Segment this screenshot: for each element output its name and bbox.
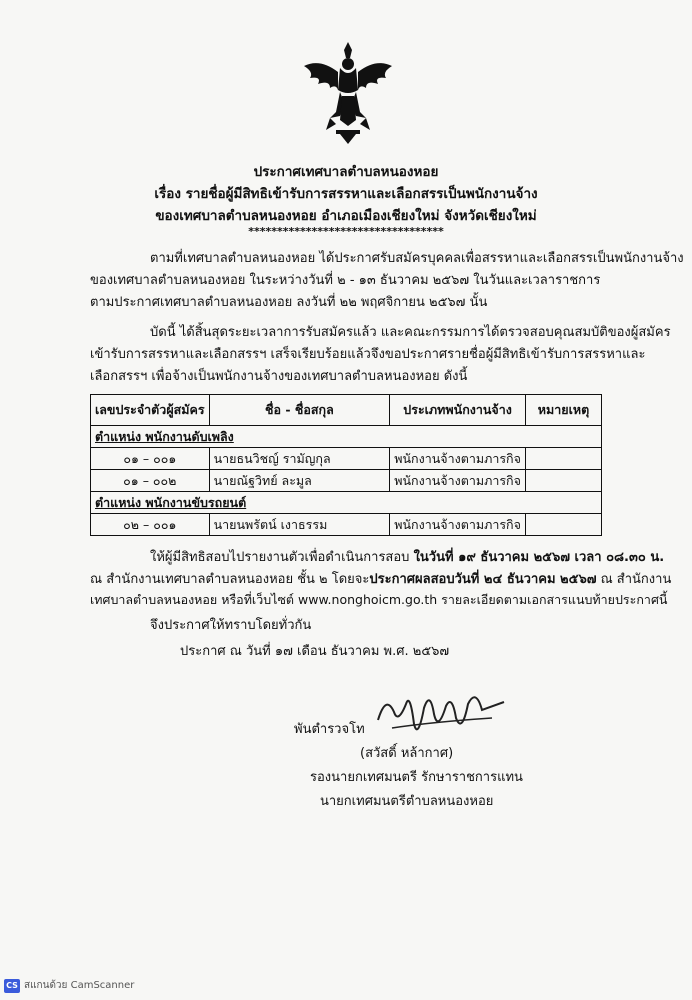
- paragraph3-line1: [150, 546, 664, 567]
- applicant-name: นายธนวิชญ์ รามัญกุล: [209, 448, 390, 470]
- remark: [525, 470, 601, 492]
- table-header-row: [91, 395, 602, 426]
- position-title: ตำแหน่ง พนักงานดับเพลิง: [91, 426, 602, 448]
- paragraph1-line2: ของเทศบาลตำบลหนองหอย ในระหว่างวันที่ ๒ - ๑๓ ธันวาคม ๒๕๖๗ ในวันและเวลาราชการ: [90, 273, 601, 288]
- paragraph3-line2-normal-b: ณ สำนักงาน: [596, 572, 672, 587]
- paragraph2-line3: เลือกสรรฯ เพื่อจ้างเป็นพนักงานจ้างของเทศบาลตำบลหนองหอย ดังนี้: [90, 369, 468, 384]
- handwritten-signature: [372, 684, 512, 746]
- employment-type: พนักงานจ้างตามภารกิจ: [390, 514, 526, 536]
- header-organization: ของเทศบาลตำบลหนองหอย อำเภอเมืองเชียงใหม่ จังหวัดเชียงใหม่: [155, 208, 537, 224]
- signer-title-line2: นายกเทศมนตรีตำบลหนองหอย: [320, 794, 494, 809]
- signer-name: (สวัสดิ์ หล้ากาศ): [360, 746, 454, 761]
- table-row: [91, 470, 602, 492]
- col-header-type: ประเภทพนักงานจ้าง: [390, 395, 526, 426]
- applicant-id: ๐๑ – ๐๐๑: [91, 448, 210, 470]
- announcement-date: ประกาศ ณ วันที่ ๑๗ เดือน ธันวาคม พ.ศ. ๒๕๖๗: [180, 644, 450, 659]
- remark: [525, 514, 601, 536]
- position-title: ตำแหน่ง พนักงานขับรถยนต์: [91, 492, 602, 514]
- scanner-footer: [4, 978, 134, 993]
- header-stars-divider: **********************************: [248, 225, 444, 238]
- paragraph3-line2-bold: ประกาศผลสอบวันที่ ๒๔ ธันวาคม ๒๕๖๗: [369, 572, 597, 587]
- col-header-name: ชื่อ - ชื่อสกุล: [209, 395, 390, 426]
- paragraph1-line1: ตามที่เทศบาลตำบลหนองหอย ได้ประกาศรับสมัครบุคคลเพื่อสรรหาและเลือกสรรเป็นพนักงานจ้าง: [150, 251, 684, 266]
- applicant-name: นายนพรัตน์ เงาธรรม: [209, 514, 390, 536]
- applicant-id: ๐๑ – ๐๐๒: [91, 470, 210, 492]
- signer-rank: พันตำรวจโท: [294, 722, 365, 737]
- table-row: [91, 448, 602, 470]
- scanner-text: สแกนด้วย CamScanner: [24, 980, 135, 991]
- applicant-table: [90, 394, 602, 536]
- employment-type: พนักงานจ้างตามภารกิจ: [390, 470, 526, 492]
- header-title: ประกาศเทศบาลตำบลหนองหอย: [253, 164, 439, 180]
- paragraph2-line1: บัดนี้ ได้สิ้นสุดระยะเวลาการรับสมัครแล้ว และคณะกรรมการได้ตรวจสอบคุณสมบัติของผู้สมัคร: [150, 325, 671, 340]
- col-header-note: หมายเหตุ: [525, 395, 601, 426]
- paragraph3-line3: เทศบาลตำบลหนองหอย หรือที่เว็บไซต์ www.nonghoicm.go.th รายละเอียดตามเอกสารแนบท้ายประกาศนี้: [90, 592, 668, 607]
- paragraph3-line2: [90, 568, 671, 589]
- camscanner-logo-icon: CS: [4, 979, 20, 993]
- paragraph3-line1-bold: ในวันที่ ๑๙ ธันวาคม ๒๕๖๗ เวลา ๐๘.๓๐ น.: [413, 550, 665, 565]
- paragraph2-line2: เข้ารับการสรรหาและเลือกสรรฯ เสร็จเรียบร้อยแล้วจึงขอประกาศรายชื่อผู้มีสิทธิเข้ารับการสรรหาและ: [90, 347, 646, 362]
- closing-text: จึงประกาศให้ทราบโดยทั่วกัน: [150, 618, 312, 633]
- header-subject: เรื่อง รายชื่อผู้มีสิทธิเข้ารับการสรรหาและเลือกสรรเป็นพนักงานจ้าง: [154, 186, 538, 202]
- paragraph3-line1-normal: ให้ผู้มีสิทธิสอบไปรายงานตัวเพื่อดำเนินการสอบ: [150, 550, 414, 565]
- applicant-id: ๐๒ – ๐๐๑: [91, 514, 210, 536]
- paragraph3-line2-normal-a: ณ สำนักงานเทศบาลตำบลหนองหอย ชั้น ๒ โดยจะ: [90, 572, 370, 587]
- position-row: [91, 492, 602, 514]
- position-row: [91, 426, 602, 448]
- col-header-id: เลขประจำตัวผู้สมัคร: [91, 395, 210, 426]
- signer-title-line1: รองนายกเทศมนตรี รักษาราชการแทน: [310, 770, 523, 785]
- paragraph1-line3: ตามประกาศเทศบาลตำบลหนองหอย ลงวันที่ ๒๒ พฤศจิกายน ๒๕๖๗ นั้น: [90, 295, 488, 310]
- applicant-name: นายณัฐวิทย์ ละมูล: [209, 470, 390, 492]
- remark: [525, 448, 601, 470]
- employment-type: พนักงานจ้างตามภารกิจ: [390, 448, 526, 470]
- table-row: [91, 514, 602, 536]
- garuda-emblem-icon: [300, 38, 396, 148]
